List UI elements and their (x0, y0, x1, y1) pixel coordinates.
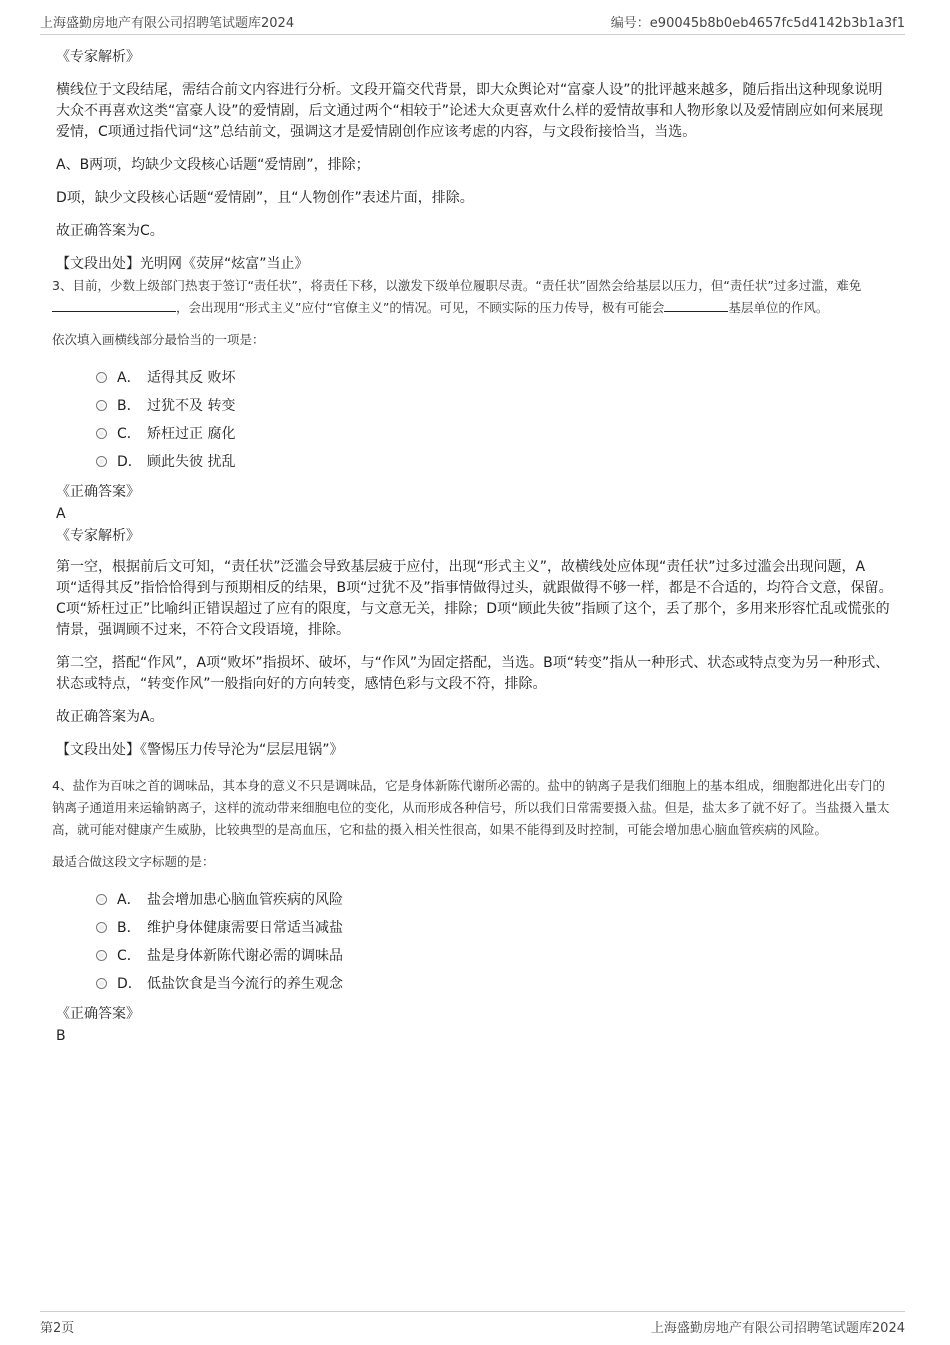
option-text: 维护身体健康需要日常适当减盐 (147, 920, 343, 936)
radio-icon[interactable] (96, 400, 107, 411)
q3-answer-label: 《正确答案》 (56, 484, 140, 500)
header-title: 上海盛勤房地产有限公司招聘笔试题库2024 (40, 16, 295, 31)
option-key: D． (117, 454, 142, 470)
option-key: A． (117, 892, 141, 908)
page-content (52, 46, 896, 1047)
option-text: 矫枉过正 腐化 (147, 426, 236, 442)
q3-option-a[interactable] (96, 363, 896, 391)
radio-icon[interactable] (96, 372, 107, 383)
q3-analysis-p2: 第二空，搭配“作风”，A项“败坏”指损坏、破坏，与“作风”为固定搭配，当选。B项“转变”指从一种形式、状态或特点变为另一种形式、状态或特点，“转变作风”一般指向好的方向转变，感情色彩与文段不符，排除。 (56, 655, 890, 692)
q3-blank-2 (664, 297, 728, 312)
q3-analysis-label: 《专家解析》 (56, 528, 140, 544)
radio-icon[interactable] (96, 922, 107, 933)
document-id: 编号：e90045b8b0eb4657fc5d4142b3b1a3f1 (610, 16, 905, 31)
q3-analysis-p1: 第一空，根据前后文可知，“责任状”泛滥会导致基层疲于应付，出现“形式主义”，故横线处应体现“责任状”过多过滥会出现问题，A项“适得其反”指恰恰得到与预期相反的结果，B项“过犹不及”指事情做得过头，就跟做得不够一样，都是不合适的，均符合文意，保留。C项“矫枉过正”比喻纠正错误超过了应有的限度，与文意无关，排除；D项“顾此失彼”指顾了这个，丢了那个，多用来形容忙乱或慌张的情景，强调顾不过来，不符合文段语境，排除。 (56, 559, 893, 638)
option-key: B． (117, 398, 141, 414)
q3-stem (52, 275, 896, 319)
q2-source: 【文段出处】光明网《荧屏“炫富”当止》 (56, 256, 309, 272)
q4-options (96, 885, 896, 997)
q4-prompt: 最适合做这段文字标题的是： (52, 854, 215, 869)
q4-option-b[interactable] (96, 913, 896, 941)
q3-prompt: 依次填入画横线部分最恰当的一项是： (52, 332, 265, 347)
option-key: A． (117, 370, 141, 386)
q2-answer-statement: 故正确答案为C。 (56, 223, 164, 239)
option-key: B． (117, 920, 141, 936)
option-text: 低盐饮食是当今流行的养生观念 (147, 976, 343, 992)
radio-icon[interactable] (96, 428, 107, 439)
radio-icon[interactable] (96, 950, 107, 961)
q3-source: 【文段出处】《警惕压力传导沦为“层层甩锅”》 (56, 742, 344, 758)
option-text: 盐会增加患心脑血管疾病的风险 (147, 892, 343, 908)
q4-option-d[interactable] (96, 969, 896, 997)
option-text: 适得其反 败坏 (147, 370, 236, 386)
q3-answer-statement: 故正确答案为A。 (56, 709, 164, 725)
q3-options (96, 363, 896, 475)
option-key: D． (117, 976, 142, 992)
option-text: 盐是身体新陈代谢必需的调味品 (147, 948, 343, 964)
q3-stem-part-b: ，会出现用“形式主义”应付“官僚主义”的情况。可见，不顾实际的压力传导，极有可能会 (176, 300, 665, 315)
option-key: C． (117, 948, 141, 964)
radio-icon[interactable] (96, 456, 107, 467)
q4-stem: 4、盐作为百味之首的调味品，其本身的意义不只是调味品，它是身体新陈代谢所必需的。盐中的钠离子是我们细胞上的基本组成，细胞都进化出专门的钠离子通道用来运输钠离子，这样的流动带来细胞电位的变化，从而形成各种信号，所以我们日常需要摄入盐。但是，盐太多了就不好了。当盐摄入量太高，就可能对健康产生威胁，比较典型的是高血压，它和盐的摄入相关性很高，如果不能得到及时控制，可能会增加患心脑血管疾病的风险。 (52, 778, 890, 837)
q3-stem-part-a: 3、目前，少数上级部门热衷于签订“责任状”，将责任下移，以激发下级单位履职尽责。“责任状”固然会给基层以压力，但“责任状”过多过滥，难免 (52, 278, 862, 293)
q4-option-c[interactable] (96, 941, 896, 969)
q3-option-d[interactable] (96, 447, 896, 475)
q3-answer: A (56, 506, 66, 522)
q3-blank-1 (52, 297, 176, 312)
option-text: 顾此失彼 扰乱 (147, 454, 236, 470)
radio-icon[interactable] (96, 978, 107, 989)
q2-analysis-p1: 横线位于文段结尾，需结合前文内容进行分析。文段开篇交代背景，即大众舆论对“富豪人设”的批评越来越多，随后指出这种现象说明大众不再喜欢这类“富豪人设”的爱情剧，后文通过两个“相较于”论述大众更喜欢什么样的爱情故事和人物形象以及爱情剧应如何来展现爱情，C项通过指代词“这”总结前文，强调这才是爱情剧创作应该考虑的内容，与文段衔接恰当，当选。 (56, 82, 884, 140)
page-footer (40, 1311, 905, 1342)
page-number: 第2页 (40, 1321, 75, 1336)
option-key: C． (117, 426, 141, 442)
q3-stem-part-c: 基层单位的作风。 (728, 300, 829, 315)
q2-analysis-label: 《专家解析》 (56, 49, 140, 65)
q2-analysis-p3: D项，缺少文段核心话题“爱情剧”，且“人物创作”表述片面，排除。 (56, 190, 474, 206)
q3-option-c[interactable] (96, 419, 896, 447)
q3-option-b[interactable] (96, 391, 896, 419)
q4-answer-label: 《正确答案》 (56, 1006, 140, 1022)
option-text: 过犹不及 转变 (147, 398, 236, 414)
q4-answer: B (56, 1028, 66, 1044)
q2-analysis-p2: A、B两项，均缺少文段核心话题“爱情剧”，排除； (56, 157, 370, 173)
footer-title: 上海盛勤房地产有限公司招聘笔试题库2024 (650, 1321, 905, 1336)
page-header (40, 0, 905, 35)
q4-option-a[interactable] (96, 885, 896, 913)
radio-icon[interactable] (96, 894, 107, 905)
